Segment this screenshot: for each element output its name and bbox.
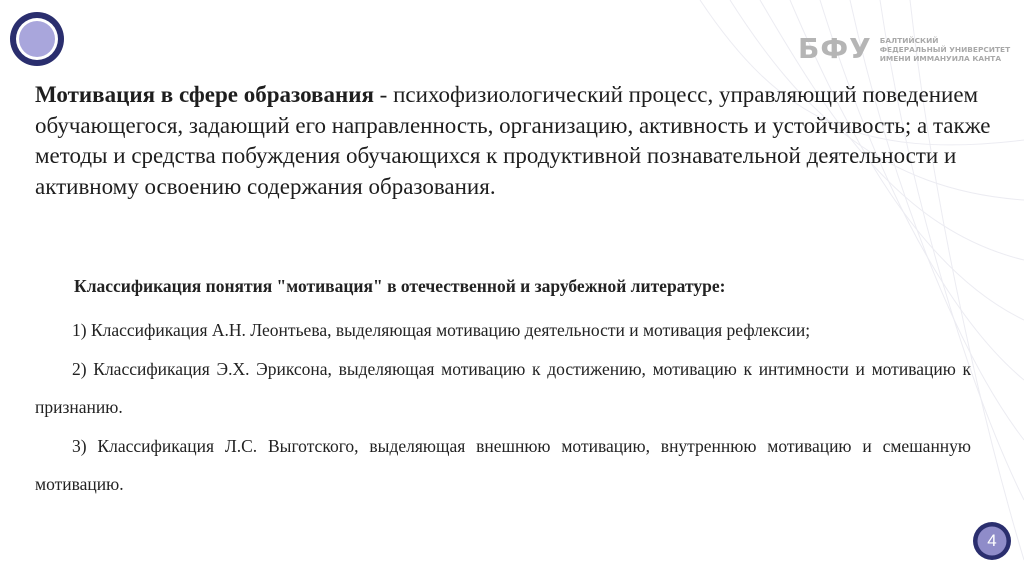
- definition-text: - психофизиологический процесс, управляющий поведением обучающегося, задающий его направленность, организацию, активность и устойчивость; а также методы и средства побуждения обучающихся к продуктивной познавательной деятельности и активному освоению содержания образования.: [35, 82, 991, 199]
- page-number-badge: [972, 521, 1012, 561]
- logo-line: БАЛТИЙСКИЙ: [879, 35, 939, 45]
- decorative-circle-icon: [8, 10, 66, 68]
- classification-list: [35, 311, 971, 504]
- logo-text: [880, 36, 1010, 63]
- classification-heading: Классификация понятия "мотивация" в отечественной и зарубежной литературе:: [74, 276, 726, 296]
- definition-term: Мотивация в сфере образования: [35, 82, 374, 107]
- definition-paragraph: [35, 80, 995, 202]
- logo-line: ИМЕНИ ИММАНУИЛА КАНТА: [879, 53, 1002, 63]
- page-number: 4: [987, 531, 997, 550]
- logo-mark: БФУ: [798, 32, 872, 65]
- university-logo: [798, 32, 1011, 66]
- list-item: 2) Классификация Э.Х. Эриксона, выделяющая мотивацию к достижению, мотивацию к интимности и мотивацию к признанию.: [35, 358, 971, 417]
- list-item: 1) Классификация А.Н. Леонтьева, выделяющая мотивацию деятельности и мотивация рефлексии;: [72, 320, 811, 340]
- logo-line: ФЕДЕРАЛЬНЫЙ УНИВЕРСИТЕТ: [879, 44, 1011, 54]
- list-item: 3) Классификация Л.С. Выготского, выделяющая внешнюю мотивацию, внутреннюю мотивацию и смешанную мотивацию.: [35, 435, 971, 494]
